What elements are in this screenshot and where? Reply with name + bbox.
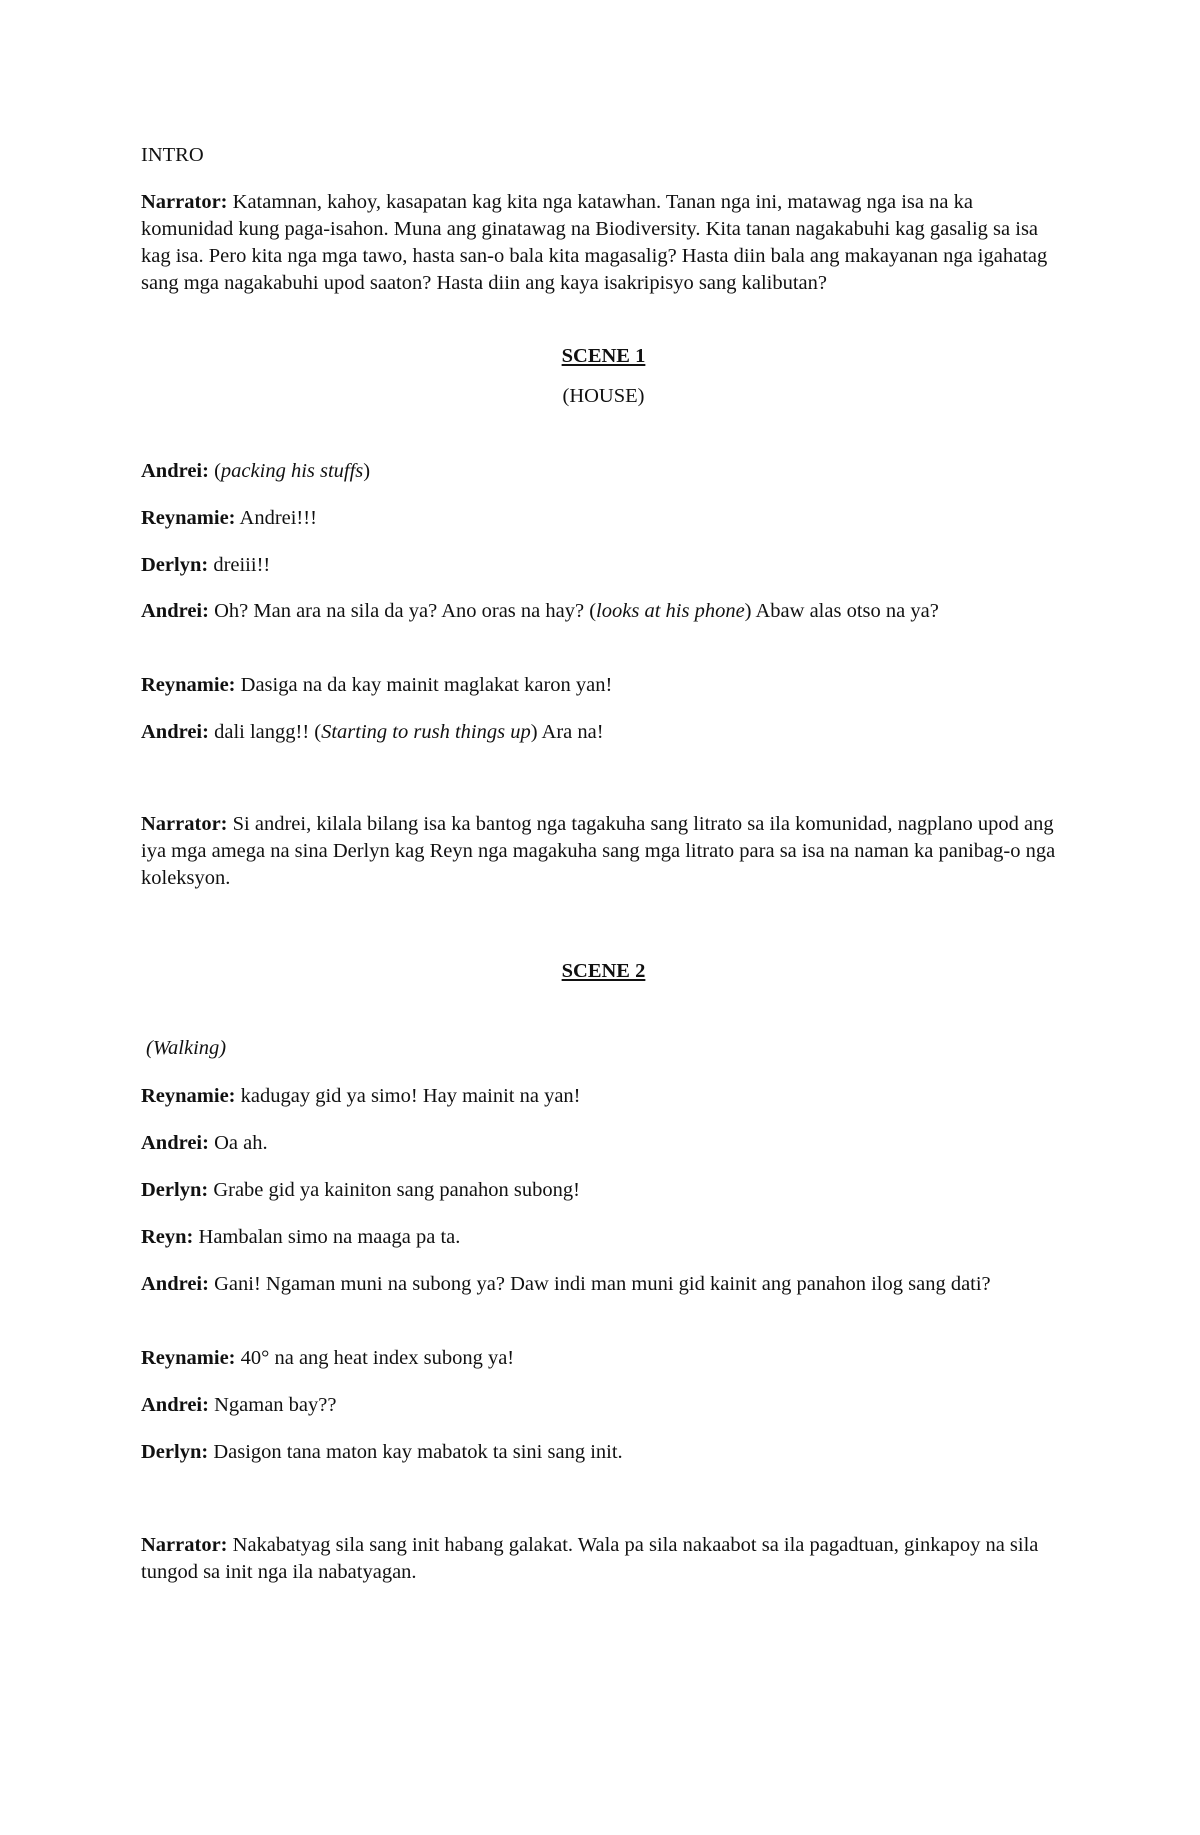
intro-narration (141, 189, 1066, 297)
dialogue-line (141, 505, 1066, 532)
dialogue-line (141, 458, 1066, 485)
speaker-label: Reyn: (141, 1226, 194, 1248)
dialogue-text: dali langg!! ( (208, 721, 322, 743)
speaker-label: Andrei: (141, 1394, 209, 1416)
speaker-label: Reynamie: (141, 507, 236, 529)
scene-2-direction: (Walking) (146, 1037, 227, 1059)
dialogue-text: 40° na ang heat index subong ya! (235, 1347, 515, 1369)
dialogue-line (141, 1177, 1066, 1204)
scene-1-narration-text: Si andrei, kilala bilang isa ka bantog nga tagakuha sang litrato sa ila komunidad, nagplano upod ang iya mga amega na sina Derlyn kag Reyn nga magakuha sang mga litrato para sa isa na naman ka panibag-o nga koleksyon. (141, 813, 1056, 889)
scene-2-narration-text: Nakabatyag sila sang init habang galakat. Wala pa sila nakaabot sa ila pagadtuan, ginkapoy na sila tungod sa init nga ila nabatyagan. (141, 1534, 1039, 1583)
intro-heading: INTRO (141, 144, 204, 166)
dialogue-text: ) Abaw alas otso na ya? (744, 600, 939, 622)
speaker-label: Reynamie: (141, 1347, 236, 1369)
stage-direction: looks at his phone (596, 600, 745, 622)
dialogue-line (141, 1083, 1066, 1110)
speaker-label: Andrei: (141, 1273, 209, 1295)
speaker-label: Derlyn: (141, 1441, 209, 1463)
speaker-label: Derlyn: (141, 554, 209, 576)
dialogue-text: Ngaman bay?? (208, 1394, 337, 1416)
speaker-label: Andrei: (141, 721, 209, 743)
dialogue-text: Dasigon tana maton kay mabatok ta sini sang init. (208, 1441, 623, 1463)
dialogue-line (141, 598, 1066, 625)
narrator-label: Narrator: (141, 813, 228, 835)
dialogue-line (141, 1392, 1066, 1419)
speaker-label: Andrei: (141, 1132, 209, 1154)
speaker-label: Reynamie: (141, 1085, 236, 1107)
dialogue-line (141, 719, 1066, 746)
stage-direction: packing his stuffs (220, 460, 364, 482)
dialogue-text: ) (363, 460, 371, 482)
dialogue-text: Oa ah. (208, 1132, 268, 1154)
speaker-label: Andrei: (141, 460, 209, 482)
speaker-label: Reynamie: (141, 674, 236, 696)
narrator-label: Narrator: (141, 191, 228, 213)
dialogue-text: Hambalan simo na maaga pa ta. (193, 1226, 461, 1248)
dialogue-line (141, 1130, 1066, 1157)
scene-2-narration (141, 1532, 1066, 1586)
stage-direction: Starting to rush things up (321, 721, 531, 743)
dialogue-text: ) Ara na! (530, 721, 604, 743)
speaker-label: Andrei: (141, 600, 209, 622)
scene-2-title: SCENE 2 (561, 960, 646, 982)
narrator-label: Narrator: (141, 1534, 228, 1556)
dialogue-text: Oh? Man ara na sila da ya? Ano oras na hay? ( (208, 600, 597, 622)
dialogue-text: Dasiga na da kay mainit maglakat karon yan! (235, 674, 613, 696)
scene-1-setting: (HOUSE) (562, 385, 645, 407)
dialogue-line (141, 1345, 1066, 1372)
dialogue-text: Grabe gid ya kainiton sang panahon subong! (208, 1179, 580, 1201)
dialogue-text: kadugay gid ya simo! Hay mainit na yan! (235, 1085, 581, 1107)
dialogue-text: ( (208, 460, 221, 482)
dialogue-text: dreiii!! (208, 554, 271, 576)
intro-narration-text: Katamnan, kahoy, kasapatan kag kita nga katawhan. Tanan nga ini, matawag nga isa na ka komunidad kung paga-isahon. Muna ang ginatawag na Biodiversity. Kita tanan nagakabuhi kag gasalig sa isa kag isa. Pero kita nga mga tawo, hasta san-o bala kita magasalig? Hasta diin bala ang makayanan nga igahatag sang mga nagakabuhi upod saaton? Hasta diin ang kaya isakripisyo sang kalibutan? (141, 191, 1048, 294)
scene-1-narration (141, 811, 1066, 892)
dialogue-text: Andrei!!! (235, 507, 317, 529)
dialogue-line (141, 1271, 1066, 1298)
dialogue-line (141, 552, 1066, 579)
scene-1-title: SCENE 1 (561, 345, 646, 367)
dialogue-line (141, 672, 1066, 699)
dialogue-line (141, 1439, 1066, 1466)
dialogue-line (141, 1224, 1066, 1251)
speaker-label: Derlyn: (141, 1179, 209, 1201)
dialogue-text: Gani! Ngaman muni na subong ya? Daw indi man muni gid kainit ang panahon ilog sang dati? (208, 1273, 991, 1295)
